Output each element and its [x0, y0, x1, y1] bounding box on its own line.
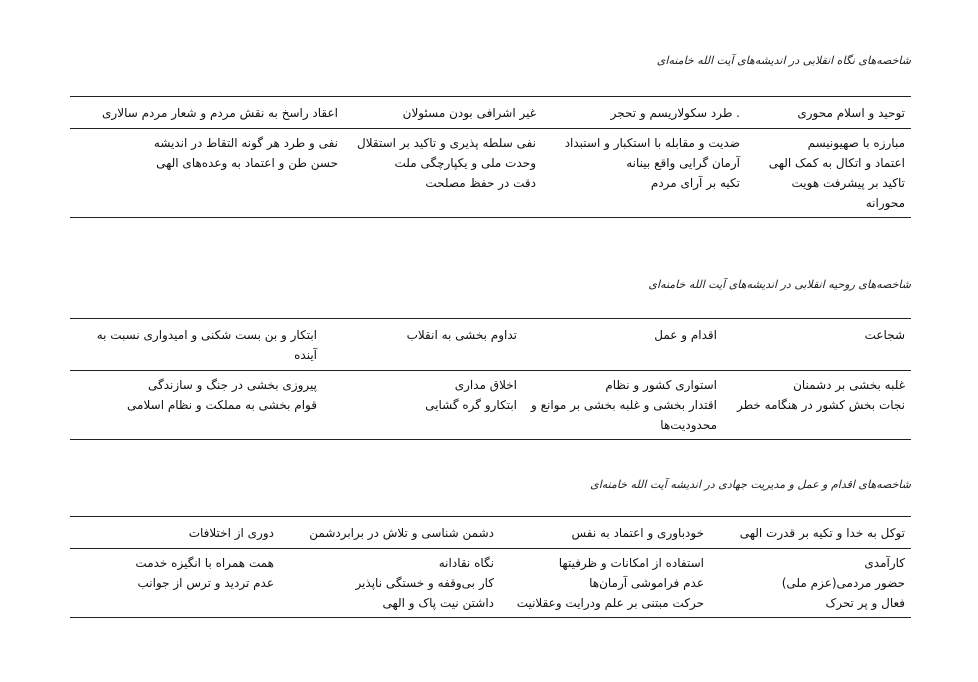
column-header: خودباوری و اعتماد به نفس [500, 517, 710, 549]
column-header: تداوم بخشی به انقلاب [323, 319, 523, 371]
table-header-row [70, 319, 911, 371]
table-cell: نگاه نقادانه [438, 556, 494, 570]
table-caption-revolutionary-view: شاخصه‌های نگاه انقلابی در اندیشه‌های آیت الله خامنه‌ای [656, 54, 911, 67]
table-caption-revolutionary-spirit: شاخصه‌های روحیه انقلابی در اندیشه‌های آیت الله خامنه‌ای [648, 278, 911, 291]
table-cell: کارآمدی [864, 556, 905, 570]
table-header-row [70, 97, 911, 129]
table-cell: نفی و طرد هر گونه التقاط در اندیشه [153, 136, 338, 150]
table-cell: ابتکارو گره گشایی [323, 395, 523, 440]
table-revolutionary-view [70, 96, 911, 218]
table-cell: استواری کشور و نظام [605, 378, 717, 392]
table-cell: اعتماد و اتکال به کمک الهی [768, 156, 905, 170]
table-cell: مبارزه با صهیونیسم [807, 136, 905, 150]
table-cell: کار بی‌وقفه و خستگی ناپذیر [355, 576, 494, 590]
table-cell: همت همراه با انگیزه خدمت [135, 556, 274, 570]
table-jihadi-management [70, 516, 911, 618]
table-row [70, 173, 911, 218]
column-header: اعقاد راسخ به نقش مردم و شعار مردم سالاری [70, 97, 344, 129]
table-cell: حضور مردمی(عزم ملی) [781, 576, 905, 590]
table-row [70, 395, 911, 440]
table-cell [70, 173, 344, 218]
column-header: اقدام و عمل [523, 319, 723, 371]
table-cell: قوام بخشی به مملکت و نظام اسلامی [70, 395, 323, 440]
column-header: ابتکار و بن بست شکنی و امیدواری نسبت به آینده [70, 319, 323, 371]
document-page [70, 0, 911, 682]
table-row [70, 573, 911, 593]
table-cell [70, 593, 280, 618]
table-row [70, 371, 911, 396]
table-cell: غلبه بخشی بر دشمنان [793, 378, 905, 392]
table-cell: اخلاق مداری [454, 378, 517, 392]
table-row [70, 153, 911, 173]
table-row [70, 549, 911, 574]
table-cell: حسن طن و اعتماد به وعده‌های الهی [156, 156, 338, 170]
table-cell: ضدیت و مقابله با استکبار و استبداد [564, 136, 740, 150]
table-cell: استفاده از امکانات و ظرفیتها [558, 556, 704, 570]
table-row [70, 593, 911, 618]
column-header: توحید و اسلام محوری [746, 97, 911, 129]
table-row [70, 129, 911, 154]
table-cell: حرکت مبتنی بر علم ودرایت وعقلانیت [500, 593, 710, 618]
table-cell: فعال و پر تحرک [710, 593, 911, 618]
table-cell: نجات بخش کشور در هنگامه خطر [723, 395, 911, 440]
table-cell: نفی سلطه پذیری و تاکید بر استقلال [357, 136, 536, 150]
column-header: شجاعت [723, 319, 911, 371]
table-cell: تکیه بر آرای مردم [542, 173, 746, 218]
table-cell: وحدت ملی و یکپارچگی ملت [394, 156, 536, 170]
table-cell: آرمان گرایی واقع بینانه [626, 156, 740, 170]
table-cell: دقت در حفظ مصلحت [344, 173, 542, 218]
table-revolutionary-spirit [70, 318, 911, 440]
table-cell: پیروزی بخشی در جنگ و سازندگی [147, 378, 317, 392]
column-header: غیر اشرافی بودن مسئولان [344, 97, 542, 129]
table-cell: اقتدار بخشی و غلبه بخشی بر موانع و محدودیت‌ها [523, 395, 723, 440]
column-header: . طرد سکولاریسم و تحجر [542, 97, 746, 129]
table-caption-jihadi-management: شاخصه‌های اقدام و عمل و مدیریت جهادی در اندیشه آیت الله خامنه‌ای [590, 478, 911, 491]
table-cell: عدم فراموشی آرمان‌ها [589, 576, 704, 590]
column-header: دوری از اختلافات [70, 517, 280, 549]
table-header-row [70, 517, 911, 549]
table-cell: تاکید بر پیشرفت هویت محورانه [746, 173, 911, 218]
table-cell: داشتن نیت پاک و الهی [280, 593, 500, 618]
table-cell: عدم تردید و ترس از جوانب [137, 576, 274, 590]
column-header: دشمن شناسی و تلاش در برابردشمن [280, 517, 500, 549]
column-header: توکل به خدا و تکیه بر قدرت الهی [710, 517, 911, 549]
